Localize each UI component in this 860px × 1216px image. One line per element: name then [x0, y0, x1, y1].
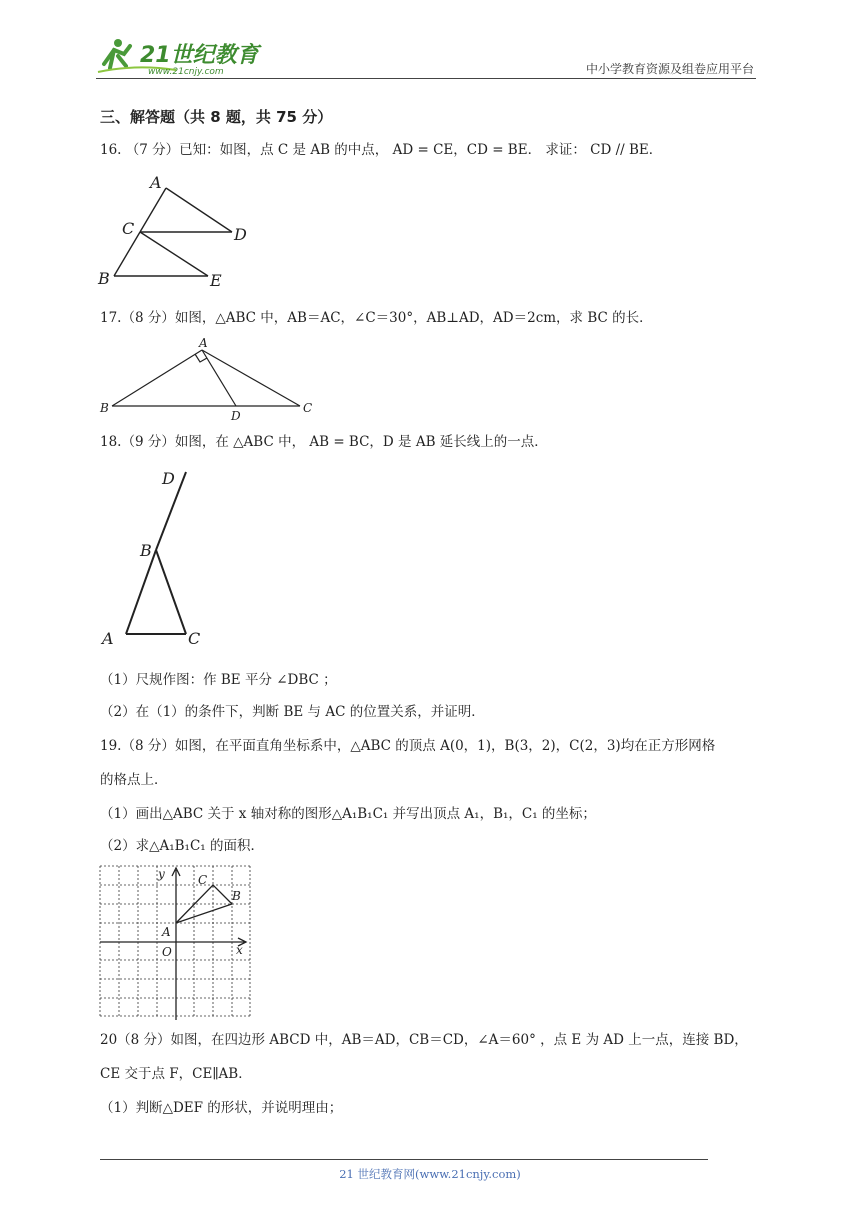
- q19-part1: （1）画出△ABC 关于 x 轴对称的图形△A₁B₁C₁ 并写出顶点 A₁，B₁，C₁ 的坐标；: [100, 806, 596, 822]
- q19-grid-figure: [98, 864, 254, 1020]
- q17-label-c: C: [303, 401, 313, 415]
- q18-label-c: C: [188, 629, 201, 648]
- q18-stem: 18.（9 分）如图，在 △ABC 中， AB = BC，D 是 AB 延长线上的一点．: [100, 434, 548, 450]
- section-title: 三、解答题（共 8 题，共 75 分）: [100, 108, 333, 126]
- header-platform-text: 中小学教育资源及组卷应用平台: [585, 62, 754, 76]
- footer-link[interactable]: 21 世纪教育网(www.21cnjy.com): [339, 1167, 521, 1181]
- q19-label-a: A: [162, 925, 171, 939]
- q17-label-d: D: [231, 409, 241, 422]
- logo-runner-icon: [96, 34, 266, 78]
- q20-stem-line2: CE 交于点 F，CE∥AB．: [100, 1066, 252, 1082]
- q16-stem: 16. （7 分）已知：如图，点 C 是 AB 的中点， AD = CE，CD = BE． 求证： CD // BE．: [100, 142, 663, 158]
- q19-stem-line1: 19.（8 分）如图，在平面直角坐标系中，△ABC 的顶点 A(0，1)，B(3，2)，C(2，3)均在正方形网格: [100, 738, 716, 754]
- q19-label-c: C: [198, 873, 208, 887]
- q16-label-d: D: [234, 225, 247, 244]
- q16-label-b: B: [98, 269, 110, 288]
- q20-stem-line1: 20（8 分）如图，在四边形 ABCD 中，AB＝AD，CB＝CD，∠A＝60° ，点 E 为 AD 上一点，连接 BD，: [100, 1032, 748, 1048]
- q16-label-c: C: [122, 219, 135, 238]
- q16-label-a: A: [150, 173, 162, 192]
- q19-axis-x: x: [236, 943, 243, 957]
- q17-label-a: A: [199, 336, 208, 350]
- q17-stem: 17.（8 分）如图，△ABC 中，AB＝AC，∠C＝30°，AB⊥AD，AD＝2cm，求 BC 的长．: [100, 310, 653, 326]
- q18-label-b: B: [140, 541, 152, 560]
- q16-figure: [96, 172, 266, 292]
- site-logo: [96, 34, 266, 78]
- q18-label-a: A: [102, 629, 114, 648]
- q19-stem-line2: 的格点上．: [100, 772, 168, 788]
- svg-text:www.21cnjy.com: www.21cnjy.com: [148, 67, 224, 77]
- footer-divider: [100, 1159, 708, 1160]
- q19-origin-label: O: [162, 945, 172, 959]
- q17-label-b: B: [100, 401, 109, 415]
- q18-figure: [96, 464, 226, 654]
- q19-part2: （2）求△A₁B₁C₁ 的面积．: [100, 838, 264, 854]
- q19-label-b: B: [232, 889, 241, 903]
- header-divider: [96, 78, 756, 79]
- svg-text:21世纪教育: 21世纪教育: [140, 43, 259, 68]
- q16-label-e: E: [210, 271, 222, 290]
- q20-part1: （1）判断△DEF 的形状，并说明理由；: [100, 1100, 343, 1116]
- q19-axis-y: y: [158, 867, 165, 881]
- q18-part1: （1）尺规作图：作 BE 平分 ∠DBC ；: [100, 672, 337, 688]
- q18-label-d: D: [162, 469, 175, 488]
- q17-figure: [96, 334, 326, 422]
- q18-part2: （2）在（1）的条件下，判断 BE 与 AC 的位置关系，并证明．: [100, 704, 485, 720]
